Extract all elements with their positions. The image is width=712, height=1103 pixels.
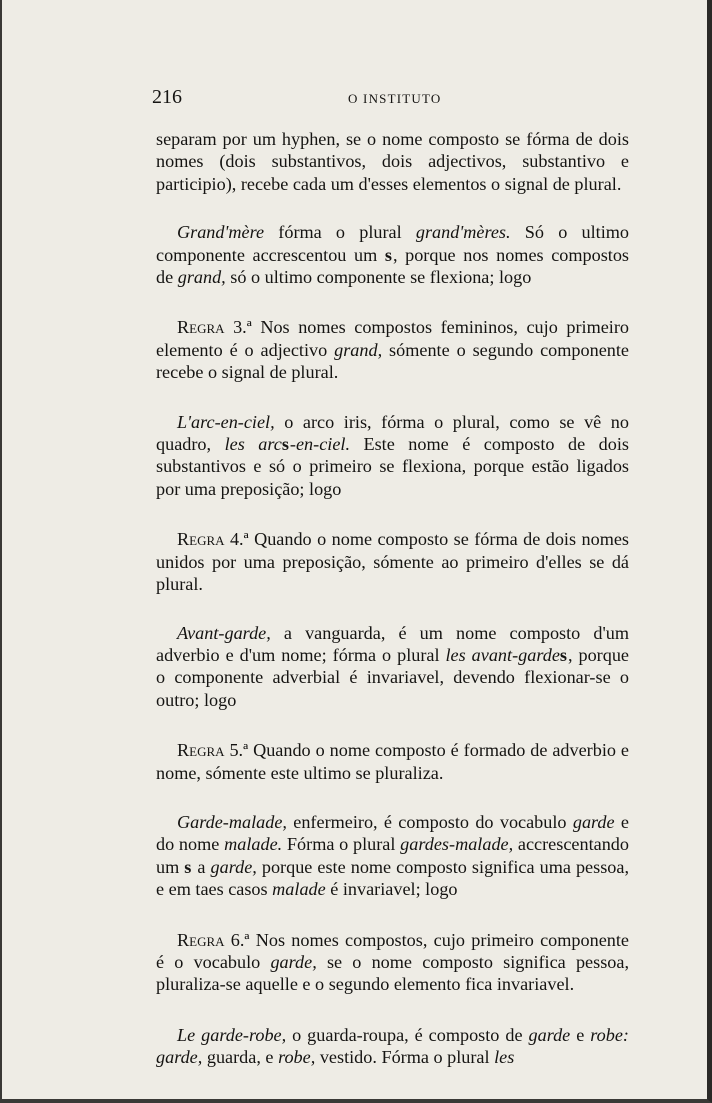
paragraph-regra-6: Regra 6.ª Nos nomes compostos, cujo primeiro componente é o vocabulo garde, se o nome composto significa pessoa, pluraliza-se aquelle e o segundo elemento fica invariavel. <box>156 929 629 995</box>
paragraph-garde-malade-example: Garde-malade, enfermeiro, é composto do vocabulo garde e do nome malade. Fórma o plural gardes-malade, accrescentando um s a garde, porque este nome composto significa uma pessoa, e em taes casos malade é invariavel; logo <box>156 811 629 900</box>
text-body <box>156 128 629 1069</box>
regra-5-label: Regra 5.ª <box>177 740 249 761</box>
page-header <box>152 86 628 114</box>
paragraph-garde-robe-example: Le garde-robe, o guarda-roupa, é composto de garde e robe: garde, guarda, e robe, vestido. Fórma o plural les <box>156 1024 629 1068</box>
paragraph-regra-5: Regra 5.ª Quando o nome composto é formado de adverbio e nome, sómente este ultimo se pluraliza. <box>156 740 629 783</box>
regra-4-label: Regra 4.ª <box>177 529 249 550</box>
paragraph-continuation: separam por um hyphen, se o nome composto se fórma de dois nomes (dois substantivos, dois adjectivos, substantivo e participio), recebe cada um d'esses elementos o signal de plural. <box>156 129 629 194</box>
paragraph-regra-3: Regra 3.ª Nos nomes compostos femininos, cujo primeiro elemento é o adjectivo grand, sómente o segundo componente recebe o signal de plural. <box>156 317 629 383</box>
running-title: O INSTITUTO <box>348 91 442 106</box>
regra-6-label: Regra 6.ª <box>177 929 250 950</box>
page-number: 216 <box>152 86 182 108</box>
paragraph-grandmere-example: Grand'mère fórma o plural grand'mères. Só o ultimo componente accrescentou um s, porque nos nomes compostos de grand, só o ultimo componente se flexiona; logo <box>156 222 630 288</box>
paragraph-regra-4: Regra 4.ª Quando o nome composto se fórma de dois nomes unidos por uma preposição, sómente ao primeiro d'elles se dá plural. <box>156 529 629 595</box>
regra-3-label: Regra 3.ª <box>177 317 252 338</box>
paragraph-avant-garde-example: Avant-garde, a vanguarda, é um nome composto d'um adverbio e d'um nome; fórma o plural les avant-gardes, porque o componente adverbial é invariavel, devendo flexionar-se o outro; logo <box>156 622 629 710</box>
paragraph-arc-en-ciel-example: L'arc-en-ciel, o arco iris, fórma o plural, como se vê no quadro, les arcs-en-ciel. Este nome é composto de dois substantivos e só o primeiro se flexiona, porque estão ligados por uma preposição; logo <box>156 411 629 499</box>
